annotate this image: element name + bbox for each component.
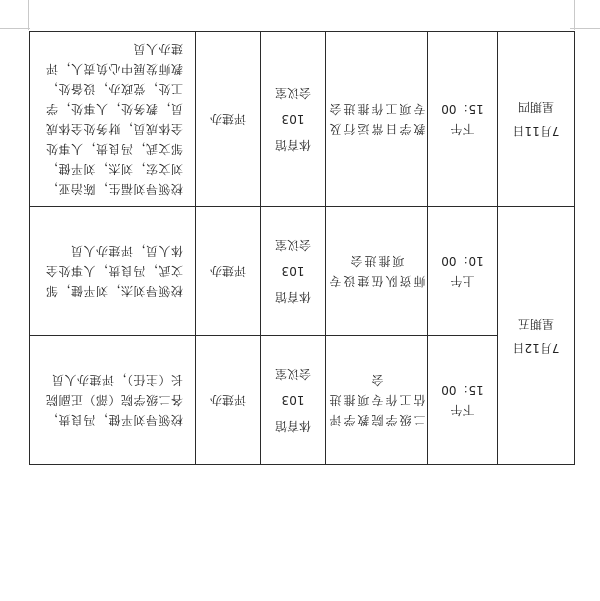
- organizer-cell: [196, 207, 261, 336]
- date-text: 7月12日 星期五: [512, 316, 560, 355]
- venue-text: 体育馆 103 会议室: [275, 86, 312, 152]
- time-text: 上午 10：00: [441, 254, 484, 288]
- time-cell: [428, 336, 498, 465]
- organizer-text: 评建办: [210, 112, 247, 126]
- organizer-cell: [196, 32, 261, 207]
- topic-cell: [326, 207, 428, 336]
- date-cell: [498, 32, 575, 207]
- date-text: 7月11日 星期四: [512, 100, 560, 138]
- topic-text: 教学日常运行及专项工作推进会: [327, 102, 426, 136]
- attendees-text: 校领导刘平健，冯良贵，各二级学院（部）正副院长（主任），评建办人员: [45, 373, 183, 427]
- topic-text: 师资队伍建设专项推进会: [327, 254, 426, 288]
- crop-mark-top-left: [0, 28, 30, 29]
- venue-cell: [261, 32, 326, 207]
- topic-cell: [326, 336, 428, 465]
- attendees-text: 校领导刘福生，陈治亚，刘文宏，刘杰，刘平健，邹文武，冯良贵，人事处全体成员，财务处全体成员，教务处，人事处，学工处，党政办，设备处，教师发展中心负责人，评建办人员: [45, 42, 183, 196]
- table-row: [30, 32, 575, 207]
- venue-text: 体育馆 103 会议室: [275, 367, 312, 433]
- organizer-text: 评建办: [210, 393, 247, 407]
- attendees-text: 校领导刘杰，刘平健，邹文武，冯良贵，人事处全体人员，评建办人员: [45, 244, 183, 298]
- attendees-cell: [30, 32, 196, 207]
- crop-mark-top-right-v: [574, 0, 575, 30]
- table-row: [30, 336, 575, 465]
- crop-mark-top-left-v: [28, 0, 29, 30]
- time-cell: [428, 32, 498, 207]
- topic-cell: [326, 32, 428, 207]
- time-text: 下午 15：00: [441, 383, 484, 417]
- venue-cell: [261, 207, 326, 336]
- time-cell: [428, 207, 498, 336]
- venue-text: 体育馆 103 会议室: [275, 238, 312, 304]
- organizer-text: 评建办: [210, 264, 247, 278]
- time-text: 下午 15：00: [441, 102, 484, 136]
- topic-text: 二级学院教学评估工作专项推进会: [327, 373, 426, 427]
- organizer-cell: [196, 336, 261, 465]
- table-row: [30, 207, 575, 336]
- venue-cell: [261, 336, 326, 465]
- attendees-cell: [30, 336, 196, 465]
- date-cell: [498, 207, 575, 465]
- attendees-cell: [30, 207, 196, 336]
- meeting-schedule-table: [29, 31, 575, 465]
